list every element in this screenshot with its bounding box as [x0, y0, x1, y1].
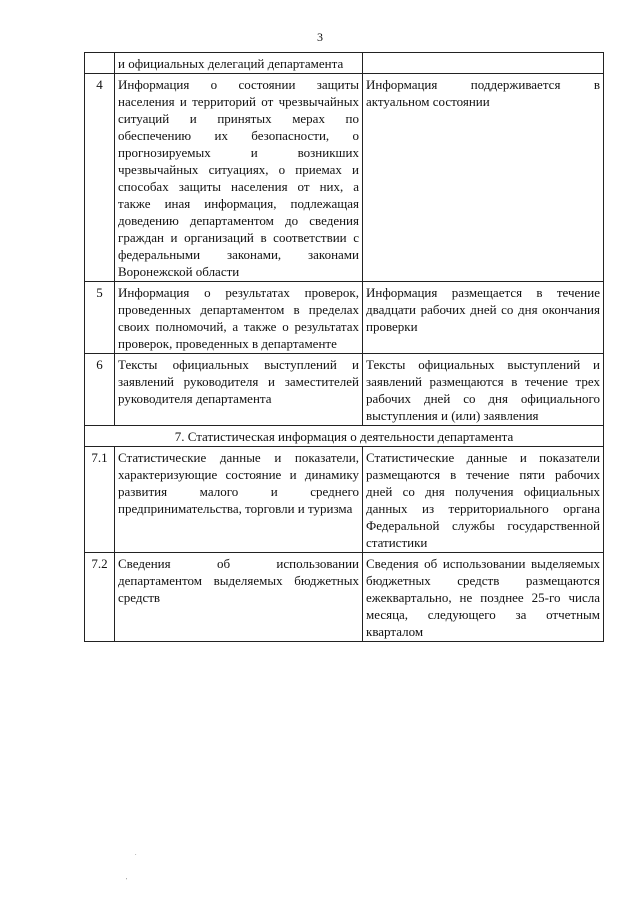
page-number: 3: [317, 30, 323, 44]
table-row: [85, 282, 604, 354]
scan-speck: .: [135, 851, 137, 857]
placement-terms-cell: Информация размещается в течение двадцати рабочих дней со дня окончания проверки: [363, 282, 604, 354]
row-number: 5: [85, 282, 115, 354]
placement-terms-cell: Сведения об использовании выделяемых бюджетных средств размещаются ежеквартально, не позднее 25-го числа месяца, следующего за отчетным кварталом: [363, 553, 604, 642]
placement-terms-cell: [363, 53, 604, 74]
row-number: 4: [85, 74, 115, 282]
table-row: [85, 354, 604, 426]
information-cell: Статистические данные и показатели, характеризующие состояние и динамику развития малого и среднего предпринимательства, торговли и туризма: [115, 447, 363, 553]
table-row: [85, 553, 604, 642]
row-number: 7.2: [85, 553, 115, 642]
information-table: [84, 52, 604, 642]
placement-terms-cell: Тексты официальных выступлений и заявлений размещаются в течение трех рабочих дней со дня официального выступления и (или) заявления: [363, 354, 604, 426]
placement-terms-cell: Статистические данные и показатели размещаются в течение пяти рабочих дней со дня получения официальных данных из территориального органа Федеральной службы государственной статистики: [363, 447, 604, 553]
row-number: [85, 53, 115, 74]
section-header-row: [85, 426, 604, 447]
information-cell: Тексты официальных выступлений и заявлений руководителя и заместителей руководителя департамента: [115, 354, 363, 426]
row-number: 7.1: [85, 447, 115, 553]
information-cell: и официальных делегаций департамента: [115, 53, 363, 74]
information-cell: Сведения об использовании департаментом выделяемых бюджетных средств: [115, 553, 363, 642]
placement-terms-cell: Информация поддерживается в актуальном состоянии: [363, 74, 604, 282]
information-cell: Информация о результатах проверок, проведенных департаментом в пределах своих полномочий, а также о результатах проверок, проведенных в департаменте: [115, 282, 363, 354]
table-row: [85, 74, 604, 282]
scan-speck: ': [126, 878, 128, 884]
section-title: 7. Статистическая информация о деятельности департамента: [85, 426, 604, 447]
table-row: [85, 447, 604, 553]
row-number: 6: [85, 354, 115, 426]
information-cell: Информация о состоянии защиты населения и территорий от чрезвычайных ситуаций и принятых мерах по обеспечению их безопасности, о прогнозируемых и возникших чрезвычайных ситуациях, о приемах и способах защиты населения от них, а также иная информация, подлежащая доведению департаментом до сведения граждан и организаций в соответствии с федеральными законами, законами Воронежской области: [115, 74, 363, 282]
table-row: [85, 53, 604, 74]
